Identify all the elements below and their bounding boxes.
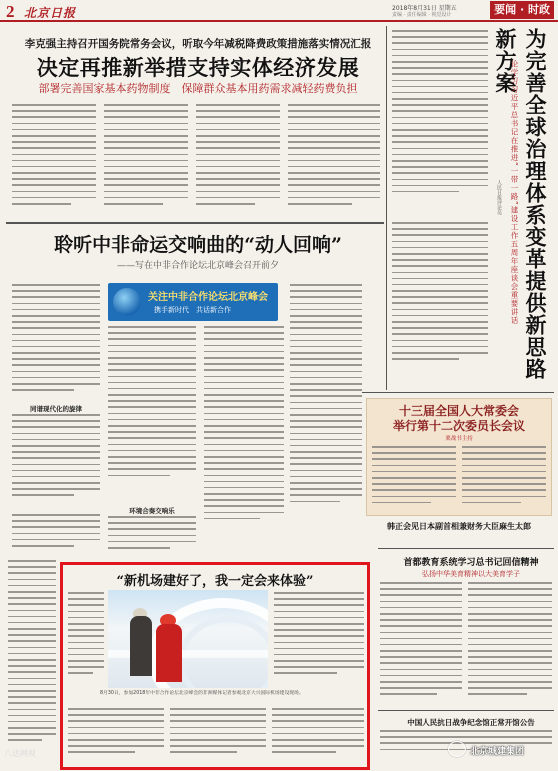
summit-banner <box>108 283 278 321</box>
npc-subheadline: 栗战书主持 <box>445 436 473 442</box>
hanzheng-headline[interactable]: 韩正会见日本副首相兼财务大臣麻生太郎 <box>387 522 531 531</box>
paper-name: 北京日报 <box>24 6 77 20</box>
watermark-left: 八达网视 <box>4 749 36 758</box>
issue-date: 2018年8月31日 星期五 <box>392 5 457 12</box>
top-story-body-col3 <box>196 104 280 216</box>
edu-story-subheadline: 弘扬中华美育精神以大美育学子 <box>422 570 520 578</box>
npc-body-col2 <box>462 446 546 512</box>
second-story-body-col1 <box>12 284 100 402</box>
memorial-body <box>380 730 552 756</box>
right-feature-byline: 人民日报评论员 <box>496 180 502 215</box>
column-divider <box>386 26 387 390</box>
second-story-subhead-1: 同谱现代化的旋律 <box>30 405 82 413</box>
top-story-body-col1 <box>12 104 96 216</box>
airport-story-headline[interactable]: “新机场建好了，我一定会来体验” <box>116 574 314 589</box>
top-story-subheadline: 部署完善国家基本药物制度 保障群众基本用药需求减轻药费负担 <box>38 82 358 95</box>
second-story-subheadline: ——写在中非合作论坛北京峰会召开前夕 <box>116 261 279 271</box>
npc-headline-line1[interactable]: 十三届全国人大常委会 <box>398 404 519 418</box>
divider <box>378 548 554 549</box>
divider <box>378 710 554 711</box>
second-story-headline[interactable]: 聆听中非命运交响曲的“动人回响” <box>54 234 342 256</box>
second-story-body-col1b <box>12 414 100 510</box>
top-story-body-col2 <box>104 104 188 216</box>
right-feature-subheadline: 论学习习近平总书记在推进“一带一路”建设工作五周年座谈会重要讲话 <box>510 60 519 325</box>
npc-body-col1 <box>372 446 456 512</box>
airport-photo-caption: 8月30日，参加2018年中非合作论坛北京峰会的非洲媒体记者参观北京大兴国际机场建设现场。 <box>100 691 304 696</box>
watermark-right: 北京城建集团 <box>470 747 525 757</box>
second-story-body-col4 <box>290 284 362 556</box>
airport-story-body-bottom2 <box>170 708 266 764</box>
banner-title: 关注中非合作论坛北京峰会 <box>148 292 268 303</box>
wechat-icon <box>448 741 466 757</box>
globe-icon <box>113 288 141 316</box>
banner-subtitle: 携手新时代 共话新合作 <box>154 306 231 314</box>
right-feature-body-2 <box>392 222 488 388</box>
edu-story-headline[interactable]: 首都教育系统学习总书记回信精神 <box>403 558 539 568</box>
masthead <box>0 0 558 22</box>
second-story-body-col2 <box>108 326 196 504</box>
memorial-headline[interactable]: 中国人民抗日战争纪念馆正常开馆公告 <box>407 718 535 727</box>
second-story-body-col1c <box>12 514 100 556</box>
divider <box>362 392 554 393</box>
top-story-kicker: 李克强主持召开国务院常务会议，听取今年减税降费政策措施落实情况汇报 <box>24 38 372 50</box>
top-story-headline[interactable]: 决定再推新举措支持实体经济发展 <box>36 56 360 80</box>
second-story-body-col2b <box>108 516 196 556</box>
page-number: 2 <box>6 2 15 21</box>
right-feature-headline[interactable]: 为完善全球治理体系变革提供新思路新方案 <box>493 28 548 380</box>
section-label: 要闻 · 时政 <box>490 1 554 19</box>
airport-story-body-left <box>68 592 104 688</box>
airport-story-body-bottom1 <box>68 708 164 764</box>
edu-story-body-col2 <box>468 582 552 708</box>
airport-story-body-right <box>274 592 364 688</box>
airport-story-body-bottom3 <box>272 708 364 764</box>
person-figure <box>130 616 152 676</box>
worker-figure <box>156 624 182 682</box>
left-story-body <box>8 560 56 760</box>
right-feature-body <box>392 30 488 216</box>
edu-story-body-col1 <box>380 582 462 708</box>
second-story-body-col3 <box>204 326 284 556</box>
divider <box>6 222 384 224</box>
airport-photo <box>108 590 268 688</box>
editor-credits: 责编 · 责任编辑 · 视觉设计 <box>392 12 452 18</box>
npc-headline-line2[interactable]: 举行第十二次委员长会议 <box>392 419 525 433</box>
top-story-body-col4 <box>288 104 380 216</box>
second-story-subhead-2: 环境合奏交响乐 <box>129 507 175 515</box>
